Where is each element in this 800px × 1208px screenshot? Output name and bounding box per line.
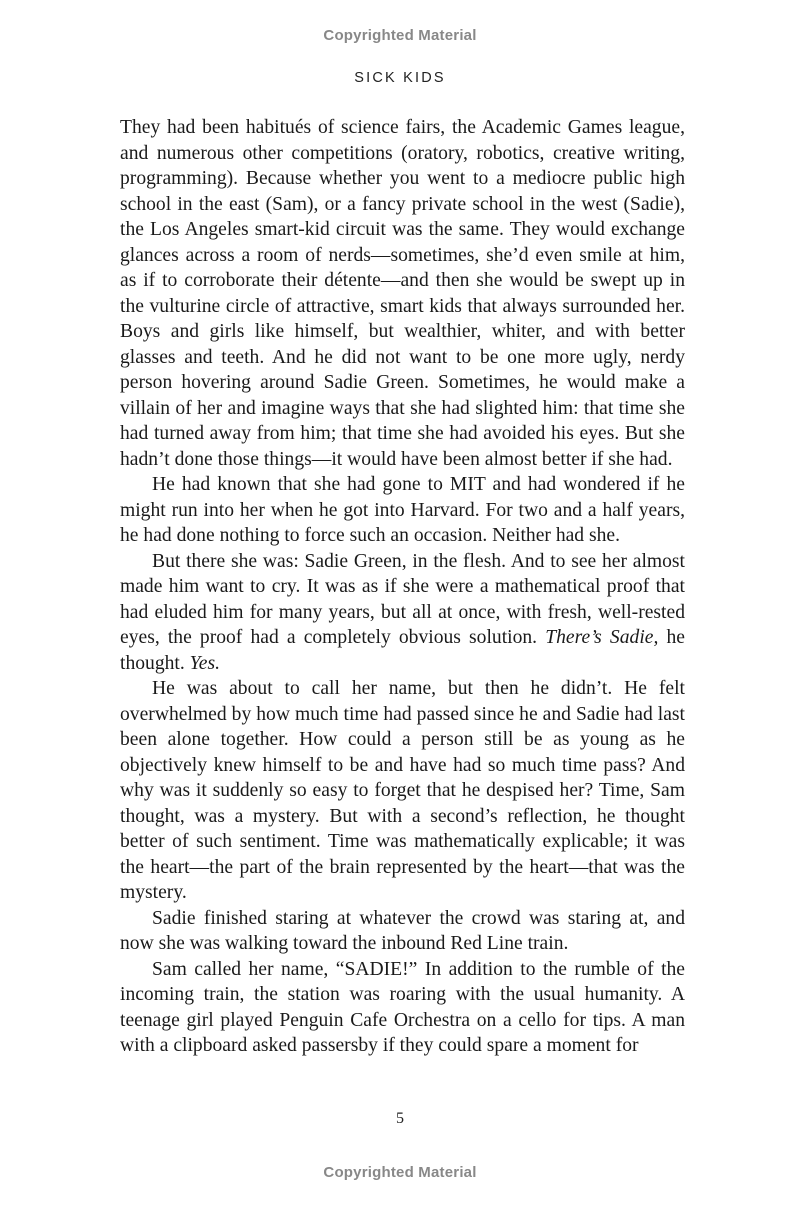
paragraph-3-italic-1: There’s Sadie,	[545, 627, 659, 648]
copyright-notice-top: Copyrighted Material	[323, 27, 477, 44]
page-number: 5	[396, 1110, 404, 1127]
paragraph-3-text-middle: he thought.	[120, 627, 685, 674]
paragraph-6: Sam called her name, “SADIE!” In addition to the rumble of the incoming train, the station was roaring with the usual humanity. A teenage girl played Penguin Cafe Orchestra on a cello for tips. A man with a clipboard asked passersby if they could spare a moment for	[120, 958, 685, 1056]
paragraph-4: He was about to call her name, but then he didn’t. He felt overwhelmed by how much time had passed since he and Sadie had last been alone together. How could a person still be as young as he objectively knew himself to be and have had so much time pass? And why was it suddenly so easy to forget that he despised her? Time, Sam thought, was a mystery. But with a second’s reflection, he thought better of such sentiment. Time was mathematically explicable; it was the heart—the part of the brain represented by the heart—that was the mystery.	[120, 678, 685, 903]
paragraph-1: They had been habitués of science fairs, the Academic Games league, and numerous other competitions (oratory, robotics, creative writing, programming). Because whether you went to a mediocre public high school in the east (Sam), or a fancy private school in the west (Sadie), the Los Angeles smart-kid circuit was the same. They would exchange glances across a room of nerds—sometimes, she’d even smile at him, as if to corroborate their détente—and then she would be swept up in the vulturine circle of attractive, smart kids that always surrounded her. Boys and girls like himself, but wealthier, whiter, and with better glasses and teeth. And he did not want to be one more ugly, nerdy person hovering around Sadie Green. Sometimes, he would make a villain of her and imagine ways that she had slighted him: that time she had turned away from him; that time she had avoided his eyes. But she hadn’t done those things—it would have been almost better if she had.	[120, 117, 685, 470]
paragraph-3-text-before: But there she was: Sadie Green, in the flesh. And to see her almost made him want to cry. It was as if she were a mathematical proof that had eluded him for many years, but all at once, with fresh, well-rested eyes, the proof had a completely obvious solution.	[120, 550, 685, 648]
paragraph-3	[120, 549, 685, 677]
paragraph-3-italic-2: Yes.	[189, 652, 220, 674]
running-head: SICK KIDS	[354, 70, 446, 86]
copyright-notice-bottom: Copyrighted Material	[323, 1164, 477, 1181]
paragraph-2: He had known that she had gone to MIT and had wondered if he might run into her when he got into Harvard. For two and a half years, he had done nothing to force such an occasion. Neither had she.	[120, 474, 685, 546]
body-text	[120, 115, 685, 1059]
paragraph-5: Sadie finished staring at whatever the crowd was staring at, and now she was walking toward the inbound Red Line train.	[120, 907, 685, 954]
